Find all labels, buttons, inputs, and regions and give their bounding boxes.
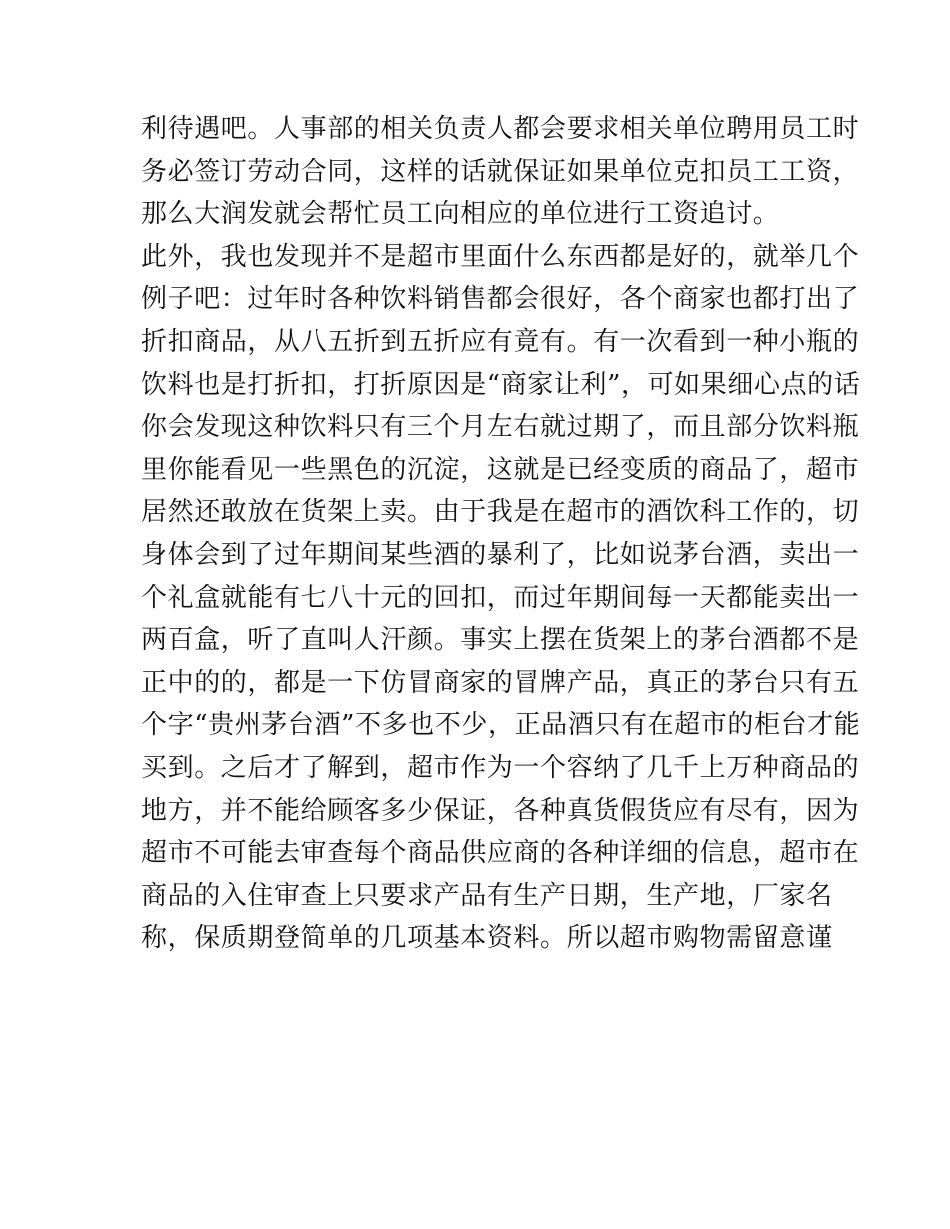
text-line: 个礼盒就能有七八十元的回扣，而过年期间每一天都能卖出一 [141,582,860,613]
text-line: 买到。之后才了解到，超市作为一个容纳了几千上万种商品的 [141,752,860,783]
text-line: 居然还敢放在货架上卖。由于我是在超市的酒饮科工作的，切 [141,497,860,528]
text-line: 利待遇吧。人事部的相关负责人都会要求相关单位聘用员工时 [141,114,860,144]
text-line: 里你能看见一些黑色的沉淀，这就是已经变质的商品了，超市 [141,454,860,485]
text-line: 例子吧：过年时各种饮料销售都会很好，各个商家也都打出了 [141,284,860,315]
text-line: 折扣商品，从八五折到五折应有竟有。有一次看到一种小瓶的 [141,326,860,357]
text-line: 你会发现这种饮料只有三个月左右就过期了，而且部分饮料瓶 [141,412,860,443]
text-line: 称，保质期登简单的几项基本资料。所以超市购物需留意谨 [141,923,833,954]
body-text [141,108,861,960]
text-line: 饮料也是打折扣，打折原因是“商家让利”，可如果细心点的话 [141,369,861,400]
text-line: 商品的入住审查上只要求产品有生产日期，生产地，厂家名 [141,880,833,911]
text-line: 地方，并不能给顾客多少保证，各种真货假货应有尽有，因为 [141,795,860,826]
text-line: 两百盒，听了直叫人汗颜。事实上摆在货架上的茅台酒都不是 [141,625,860,656]
text-line: 正中的的，都是一下仿冒商家的冒牌产品，真正的茅台只有五 [141,667,860,698]
text-line: 那么大润发就会帮忙员工向相应的单位进行工资追讨。 [141,199,780,230]
text-line: 个字“贵州茅台酒”不多也不少，正品酒只有在超市的柜台才能 [141,710,861,741]
text-line: 超市不可能去审查每个商品供应商的各种详细的信息，超市在 [141,838,860,869]
text-line: 此外，我也发现并不是超市里面什么东西都是好的，就举几个 [141,241,860,272]
text-line: 身体会到了过年期间某些酒的暴利了，比如说茅台酒，卖出一 [141,539,860,570]
text-line: 务必签订劳动合同，这样的话就保证如果单位克扣员工工资， [141,156,860,187]
